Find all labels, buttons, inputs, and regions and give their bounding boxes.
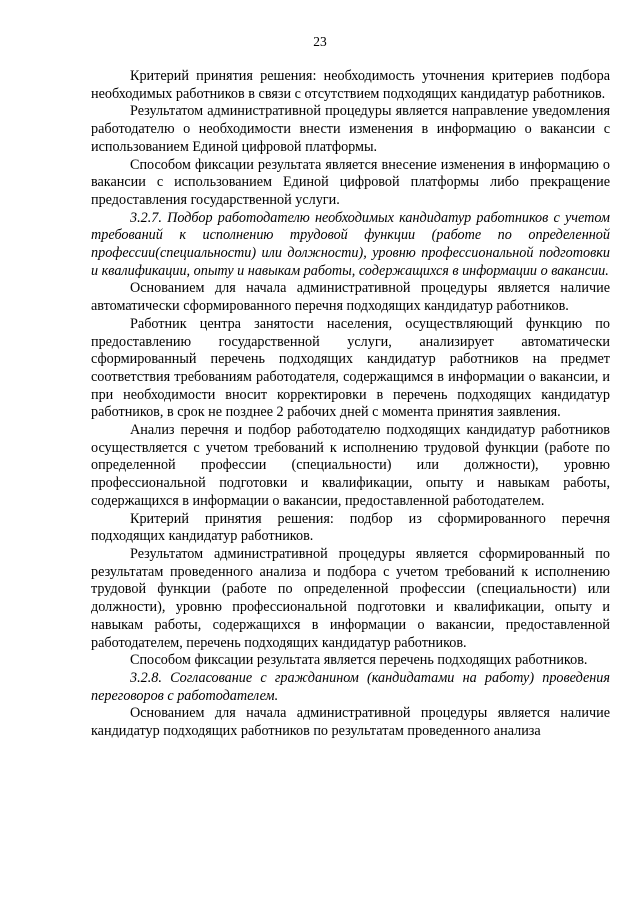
paragraph-procedure-basis: Основанием для начала административной процедуры является наличие автоматически сформированного перечня подходящих кандидатур работников.	[91, 280, 610, 315]
paragraph-list-analysis: Анализ перечня и подбор работодателю подходящих кандидатур работников осуществляется с учетом требований к исполнению трудовой функции (работе по определенной профессии (специальности) или должности), уровню профессиональной подготовки и квалификации, опыту и навыкам работы, содержащихся в информации о вакансии, предоставленной работодателем.	[91, 422, 610, 509]
paragraph-decision-criterion: Критерий принятия решения: необходимость уточнения критериев подбора необходимых работников в связи с отсутствием подходящих кандидатур работников.	[91, 68, 610, 102]
paragraph-negotiation-basis: Основанием для начала административной процедуры является наличие кандидатур подходящих работников по результатам проведенного анализа	[91, 705, 610, 740]
paragraph-selection-result: Результатом административной процедуры является сформированный по результатам проведенного анализа и подбора с учетом требований к исполнению трудовой функции (работе по определенной профессии (специальности) или должности), уровню профессиональной подготовки и квалификации, опыту и навыкам работы, содержащихся в информации о вакансии, предоставленной работодателем, перечень подходящих кандидатур работников.	[91, 545, 610, 651]
section-heading-3-2-7: 3.2.7. Подбор работодателю необходимых кандидатур работников с учетом требований к исполнению трудовой функции (работе по определенной профессии(специальности) или должности), уровню профессиональной подготовки и квалификации, опыту и навыкам работы, содержащихся в информации о вакансии.	[91, 209, 610, 279]
page-number: 23	[313, 34, 327, 49]
paragraph-selection-criterion: Критерий принятия решения: подбор из сформированного перечня подходящих кандидатур работников.	[91, 510, 610, 545]
paragraph-result-fixation: Способом фиксации результата является внесение изменения в информацию о вакансии с использованием Единой цифровой платформы либо прекращение предоставления государственной услуги.	[91, 156, 610, 208]
document-body	[91, 68, 610, 741]
paragraph-procedure-result: Результатом административной процедуры является направление уведомления работодателю о необходимости внести изменения в информацию о вакансии с использованием Единой цифровой платформы.	[91, 103, 610, 155]
section-heading-3-2-8: 3.2.8. Согласование с гражданином (кандидатами на работу) проведения переговоров с работодателем.	[91, 669, 610, 704]
paragraph-selection-fixation: Способом фиксации результата является перечень подходящих работников.	[130, 652, 588, 669]
paragraph-employee-analysis: Работник центра занятости населения, осуществляющий функцию по предоставлению государственной услуги, анализирует автоматически сформированный перечень подходящих кандидатур работников на предмет соответствия требованиям работодателя, содержащимся в информации о вакансии, и при необходимости вносит корректировки в перечень подходящих кандидатур работников, в срок не позднее 2 рабочих дней с момента принятия заявления.	[91, 315, 610, 421]
